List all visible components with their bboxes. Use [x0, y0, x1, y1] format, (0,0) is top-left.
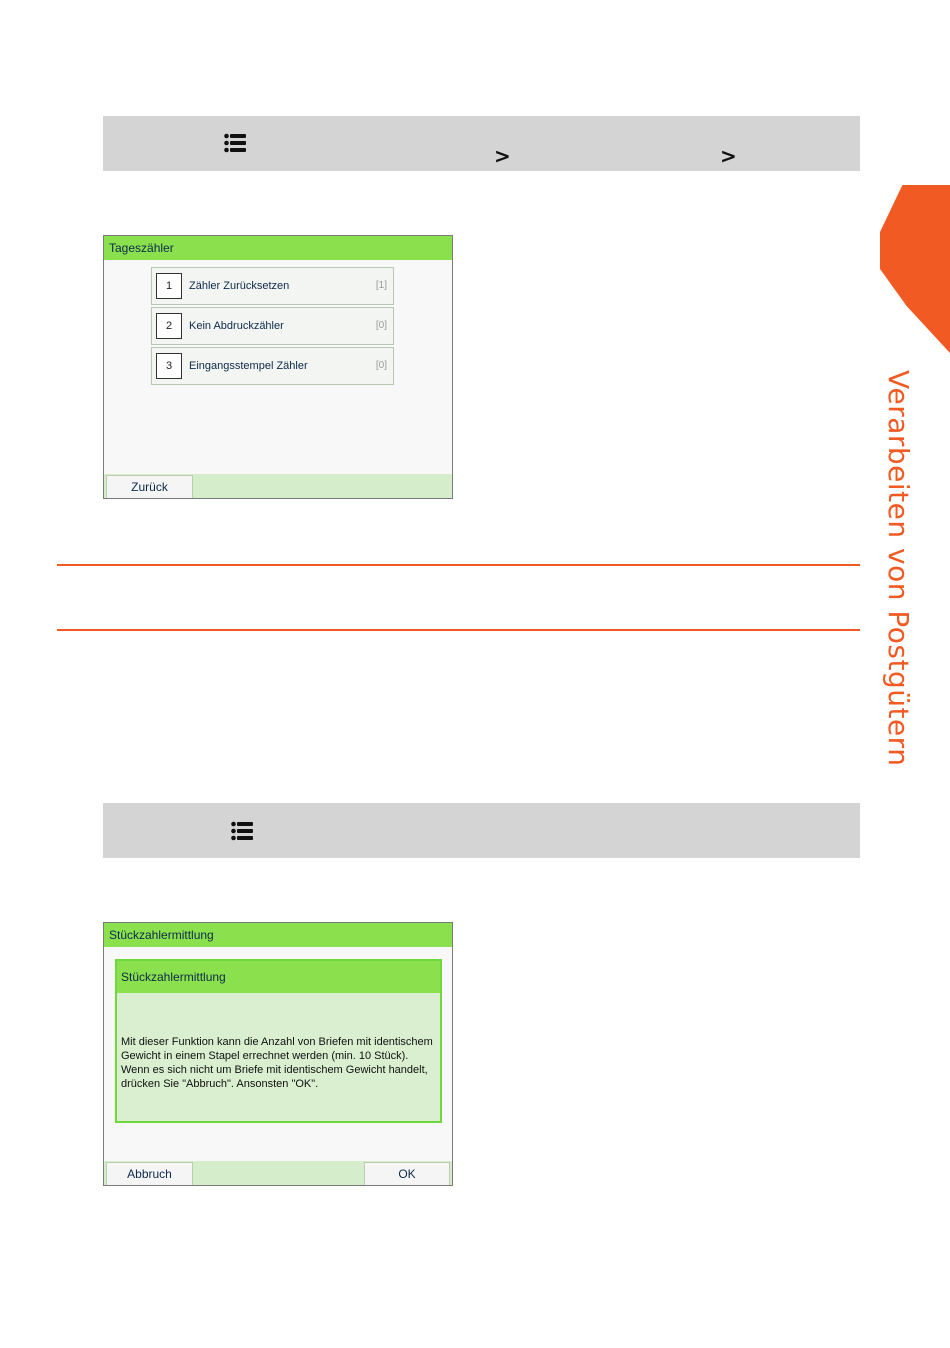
- chapter-tab: [880, 185, 950, 353]
- piece-count-screen: [103, 922, 453, 1186]
- path-chevron-1: >: [494, 144, 511, 168]
- ok-button[interactable]: OK: [364, 1162, 450, 1185]
- menu-list-icon[interactable]: [231, 821, 253, 846]
- screen-footer: [104, 474, 452, 498]
- navigation-path-bar-2: [103, 803, 860, 858]
- menu-list-icon[interactable]: [224, 133, 246, 158]
- menu-item-label: Eingangsstempel Zähler: [189, 360, 308, 372]
- menu-item-no-imprint-counter[interactable]: [151, 307, 394, 345]
- dialog-title: Stückzahlermittlung: [117, 961, 440, 993]
- menu-item-count: [0]: [375, 320, 387, 331]
- menu-item-label: Kein Abdruckzähler: [189, 320, 284, 332]
- menu-item-number: 1: [156, 273, 182, 299]
- menu-item-count: [1]: [375, 280, 387, 291]
- menu-item-label: Zähler Zurücksetzen: [189, 280, 290, 292]
- menu-item-count: [0]: [375, 360, 387, 371]
- path-chevron-2: >: [720, 144, 737, 168]
- menu-item-receipt-stamp-counter[interactable]: [151, 347, 394, 385]
- counters-screen: [103, 235, 453, 499]
- menu-item-number: 2: [156, 313, 182, 339]
- divider-top: [57, 564, 860, 566]
- back-button[interactable]: Zurück: [106, 475, 193, 498]
- divider-bottom: [57, 629, 860, 631]
- chapter-title: Verarbeiten von Postgütern: [882, 370, 915, 767]
- screen-footer: [104, 1161, 452, 1185]
- info-dialog: [115, 959, 442, 1123]
- dialog-message: Mit dieser Funktion kann die Anzahl von Briefen mit identischem Gewicht in einem Stapel errechnet werden (min. 10 Stück). Wenn es sich nicht um Briefe mit identischem Gewicht handelt, drücken Sie "Abbruch". Ansonsten "OK".: [121, 1036, 433, 1090]
- menu-item-number: 3: [156, 353, 182, 379]
- cancel-button[interactable]: Abbruch: [106, 1162, 193, 1185]
- screen-title: Stückzahlermittlung: [104, 923, 452, 947]
- screen-title: Tageszähler: [104, 236, 452, 260]
- navigation-path-bar: [103, 116, 860, 171]
- menu-item-reset-counter[interactable]: [151, 267, 394, 305]
